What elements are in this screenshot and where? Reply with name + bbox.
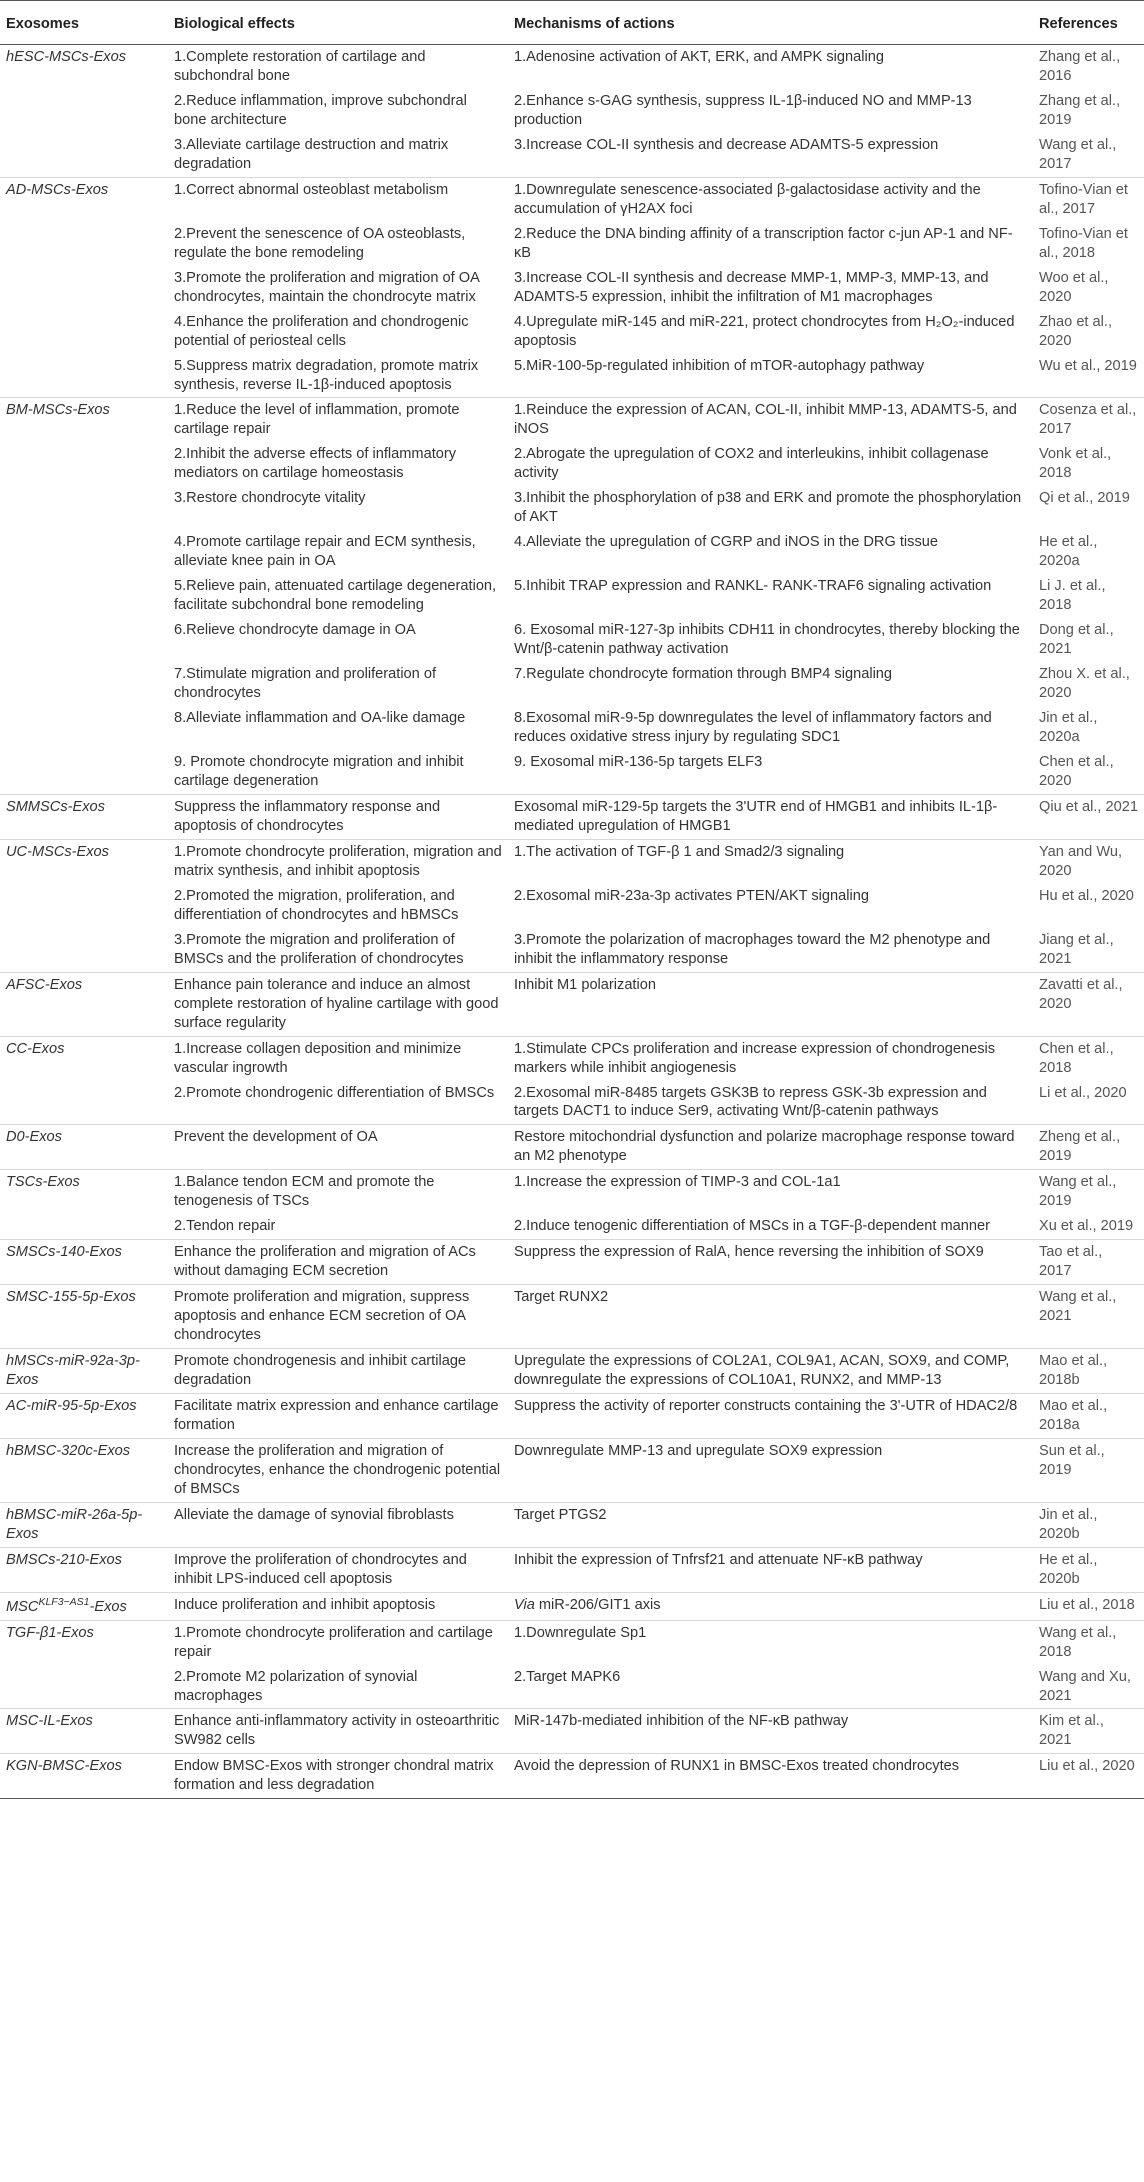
biological-effect-cell: Endow BMSC-Exos with stronger chondral matrix formation and less degradation — [168, 1754, 508, 1799]
reference-cell: Zavatti et al., 2020 — [1033, 972, 1144, 1036]
reference-cell: Jin et al., 2020a — [1039, 710, 1098, 745]
biological-effect-cell: 1.Complete restoration of cartilage and subchondral bone — [174, 48, 426, 84]
reference-cell: Qiu et al., 2021 — [1033, 794, 1144, 839]
mechanism-cell: Upregulate the expressions of COL2A1, COL9A1, ACAN, SOX9, and COMP, downregulate the expressions of COL10A1, RUNX2, and MMP-13 — [508, 1349, 1033, 1394]
mechanism-cell: Inhibit the expression of Tnfrsf21 and attenuate NF-κB pathway — [508, 1547, 1033, 1592]
biological-effect-cell: Suppress the inflammatory response and apoptosis of chondrocytes — [168, 794, 508, 839]
reference-cell: Woo et al., 2020 — [1039, 269, 1109, 305]
reference-cell: Wang et al., 2021 — [1033, 1285, 1144, 1349]
exosome-name-cell — [0, 1394, 168, 1439]
exosome-name: AC-miR-95-5p-Exos — [6, 1398, 137, 1415]
mechanism-cell: 2.Exosomal miR-8485 targets GSK3B to repress GSK-3b expression and targets DACT1 to induce Ser9, activating Wnt/β-catenin pathways — [514, 1084, 987, 1120]
mechanism-cell: 2.Enhance s-GAG synthesis, suppress IL-1β-induced NO and MMP-13 production — [514, 92, 972, 128]
reference-cell: Qi et al., 2019 — [1039, 490, 1130, 507]
table-row — [0, 1620, 1144, 1664]
mechanism-cell: 1.Reinduce the expression of ACAN, COL-II, inhibit MMP-13, ADAMTS-5, and iNOS — [508, 398, 1033, 442]
mechanism-cell: Target PTGS2 — [508, 1502, 1033, 1547]
table-row — [0, 310, 1144, 354]
reference-cell: Tofino-Vian et al., 2017 — [1033, 177, 1144, 221]
reference-cell: Zhang et al., 2019 — [1039, 92, 1121, 128]
biological-effect-cell: 8.Alleviate inflammation and OA-like damage — [174, 710, 466, 727]
biological-effect-cell: 2.Promoted the migration, proliferation, and differentiation of chondrocytes and hBMSCs — [174, 887, 459, 923]
mechanism-cell: 9. Exosomal miR-136-5p targets ELF3 — [514, 753, 763, 770]
table-row — [0, 1170, 1144, 1214]
biological-effect-cell: 1.Increase collagen deposition and minimize vascular ingrowth — [168, 1036, 508, 1080]
exosome-name-cell — [0, 1547, 168, 1592]
mechanism-cell: 1.Adenosine activation of AKT, ERK, and AMPK signaling — [514, 48, 884, 65]
biological-effect-cell: 3.Promote the migration and proliferation of BMSCs and the proliferation of chondrocytes — [174, 931, 464, 967]
reference-cell: Cosenza et al., 2017 — [1033, 398, 1144, 442]
mechanism-cell: 1.Stimulate CPCs proliferation and increase expression of chondrogenesis markers while inhibit angiogenesis — [508, 1036, 1033, 1080]
exosome-name-cell — [0, 222, 168, 266]
biological-effect-cell: Promote chondrogenesis and inhibit cartilage degradation — [168, 1349, 508, 1394]
table-row — [0, 1547, 1144, 1592]
exosome-name-cell — [0, 1240, 168, 1285]
table-row — [0, 884, 1144, 928]
reference-cell: Wang and Xu, 2021 — [1039, 1668, 1131, 1704]
biological-effect-cell: 1.Balance tendon ECM and promote the tenogenesis of TSCs — [168, 1170, 508, 1214]
header-exosomes: Exosomes — [0, 1, 168, 45]
exosome-name: MSC — [6, 1598, 39, 1615]
exosome-name-cell — [0, 1754, 168, 1799]
reference-cell: Kim et al., 2021 — [1033, 1709, 1144, 1754]
table-row — [0, 839, 1144, 883]
exosome-name: AFSC-Exos — [6, 976, 83, 993]
exosome-name-cell — [0, 618, 168, 662]
exosome-name: BMSCs-210-Exos — [6, 1551, 122, 1568]
biological-effect-cell: 4.Enhance the proliferation and chondrogenic potential of periosteal cells — [174, 313, 469, 349]
biological-effect-cell: Improve the proliferation of chondrocytes and inhibit LPS-induced cell apoptosis — [168, 1547, 508, 1592]
exosome-name-cell — [0, 1125, 168, 1170]
biological-effect-cell: 2.Promote chondrogenic differentiation of BMSCs — [174, 1084, 495, 1101]
reference-cell: Wu et al., 2019 — [1039, 357, 1137, 374]
table-row — [0, 750, 1144, 794]
reference-cell: Hu et al., 2020 — [1039, 887, 1134, 904]
exosome-name-cell — [0, 1439, 168, 1503]
exosome-name-suffix: -Exos — [89, 1598, 127, 1615]
biological-effect-cell: 4.Promote cartilage repair and ECM synthesis, alleviate knee pain in OA — [174, 534, 476, 570]
biological-effect-cell: 2.Promote M2 polarization of synovial macrophages — [174, 1668, 418, 1704]
biological-effect-cell: 1.Promote chondrocyte proliferation and cartilage repair — [168, 1620, 508, 1664]
reference-cell: Tofino-Vian et al., 2018 — [1039, 225, 1128, 261]
mechanism-cell: Exosomal miR-129-5p targets the 3'UTR end of HMGB1 and inhibits IL-1β-mediated upregulation of HMGB1 — [508, 794, 1033, 839]
mechanism-cell: 1.The activation of TGF-β 1 and Smad2/3 signaling — [508, 839, 1033, 883]
biological-effect-cell: 7.Stimulate migration and proliferation of chondrocytes — [174, 666, 437, 702]
exosome-name: D0-Exos — [6, 1129, 62, 1146]
header-biological-effects: Biological effects — [168, 1, 508, 45]
table-row — [0, 1709, 1144, 1754]
table-row — [0, 133, 1144, 177]
reference-cell: Jin et al., 2020b — [1033, 1502, 1144, 1547]
exosome-name-cell — [0, 928, 168, 972]
exosome-name-cell — [0, 1709, 168, 1754]
biological-effect-cell: Increase the proliferation and migration of chondrocytes, enhance the chondrogenic potential of BMSCs — [168, 1439, 508, 1503]
exosome-name-cell — [0, 750, 168, 794]
mechanism-cell: 4.Upregulate miR-145 and miR-221, protect chondrocytes from H₂O₂-induced apoptosis — [514, 313, 1015, 349]
mechanism-cell: 2.Induce tenogenic differentiation of MSCs in a TGF-β-dependent manner — [514, 1218, 990, 1235]
table-row — [0, 662, 1144, 706]
mechanism-cell: 2.Abrogate the upregulation of COX2 and interleukins, inhibit collagenase activity — [514, 446, 989, 482]
mechanism-cell: 1.Downregulate senescence-associated β-galactosidase activity and the accumulation of γH2AX foci — [508, 177, 1033, 221]
reference-cell: Zhang et al., 2016 — [1039, 48, 1121, 84]
biological-effect-cell: 1.Correct abnormal osteoblast metabolism — [168, 177, 508, 221]
exosome-name-cell — [0, 1349, 168, 1394]
header-references: References — [1033, 1, 1144, 45]
reference-cell: Liu et al., 2020 — [1033, 1754, 1144, 1799]
reference-cell: Wang et al., 2017 — [1039, 136, 1117, 172]
biological-effect-cell: 1.Promote chondrocyte proliferation, migration and matrix synthesis, and inhibit apoptosis — [168, 839, 508, 883]
table-row — [0, 1592, 1144, 1620]
exosome-name-cell — [0, 442, 168, 486]
exosome-name: UC-MSCs-Exos — [6, 843, 109, 860]
mechanism-cell: 6. Exosomal miR-127-3p inhibits CDH11 in chondrocytes, thereby blocking the Wnt/β-catenin pathway activation — [514, 622, 1020, 658]
biological-effect-cell: 2.Inhibit the adverse effects of inflammatory mediators on cartilage homeostasis — [174, 446, 457, 482]
reference-cell: Zheng et al., 2019 — [1033, 1125, 1144, 1170]
exosome-name-cell — [0, 530, 168, 574]
exosome-name-cell — [0, 1036, 168, 1080]
header-mechanisms: Mechanisms of actions — [508, 1, 1033, 45]
biological-effect-cell: 6.Relieve chondrocyte damage in OA — [174, 622, 416, 639]
exosome-name-cell — [0, 89, 168, 133]
exosome-name-cell — [0, 398, 168, 442]
mechanism-cell: 2.Reduce the DNA binding affinity of a transcription factor c-jun AP-1 and NF-κB — [514, 225, 1013, 261]
exosome-name: hBMSC-miR-26a-5p-Exos — [6, 1506, 143, 1542]
table-row — [0, 266, 1144, 310]
mechanism-cell: 8.Exosomal miR-9-5p downregulates the level of inflammatory factors and reduces oxidative stress injury by regulating SDC1 — [514, 710, 992, 745]
exosome-name-cell — [0, 1592, 168, 1620]
table-row — [0, 530, 1144, 574]
table-row — [0, 1125, 1144, 1170]
mechanism-cell: 3.Increase COL-II synthesis and decrease ADAMTS-5 expression — [514, 136, 939, 153]
exosome-name-cell — [0, 662, 168, 706]
table-row — [0, 1036, 1144, 1080]
table-row — [0, 972, 1144, 1036]
exosome-name: hESC-MSCs-Exos — [6, 48, 127, 65]
biological-effect-cell: 3.Promote the proliferation and migration of OA chondrocytes, maintain the chondrocyte matrix — [174, 269, 480, 305]
table-row — [0, 1665, 1144, 1709]
reference-cell: Vonk et al., 2018 — [1039, 446, 1112, 482]
biological-effect-cell: 5.Suppress matrix degradation, promote matrix synthesis, reverse IL-1β-induced apoptosis — [174, 357, 479, 393]
biological-effect-cell: Enhance anti-inflammatory activity in osteoarthritic SW982 cells — [168, 1709, 508, 1754]
biological-effect-cell: 3.Alleviate cartilage destruction and matrix degradation — [174, 136, 449, 172]
mechanism-cell: Downregulate MMP-13 and upregulate SOX9 expression — [508, 1439, 1033, 1503]
mechanism-cell: Inhibit M1 polarization — [508, 972, 1033, 1036]
reference-cell: Mao et al., 2018b — [1033, 1349, 1144, 1394]
biological-effect-cell: Promote proliferation and migration, suppress apoptosis and enhance ECM secretion of OA chondrocytes — [168, 1285, 508, 1349]
mechanism-cell: Target RUNX2 — [508, 1285, 1033, 1349]
exosome-name-cell — [0, 884, 168, 928]
reference-cell: Wang et al., 2018 — [1033, 1620, 1144, 1664]
reference-cell: Xu et al., 2019 — [1039, 1218, 1134, 1235]
biological-effect-cell: 9. Promote chondrocyte migration and inhibit cartilage degeneration — [174, 753, 464, 789]
biological-effect-cell: Induce proliferation and inhibit apoptosis — [168, 1592, 508, 1620]
biological-effect-cell: Enhance the proliferation and migration of ACs without damaging ECM secretion — [168, 1240, 508, 1285]
table-row — [0, 1349, 1144, 1394]
reference-cell: Jiang et al., 2021 — [1039, 931, 1114, 967]
mechanism-cell: 3.Increase COL-II synthesis and decrease MMP-1, MMP-3, MMP-13, and ADAMTS-5 expression, inhibit the infiltration of M1 macrophages — [514, 269, 989, 305]
biological-effect-cell: 2.Prevent the senescence of OA osteoblasts, regulate the bone remodeling — [174, 225, 466, 261]
exosome-name: TGF-β1-Exos — [6, 1624, 94, 1641]
table-row — [0, 1502, 1144, 1547]
reference-cell: Mao et al., 2018a — [1033, 1394, 1144, 1439]
biological-effect-cell: Prevent the development of OA — [168, 1125, 508, 1170]
table-row — [0, 1214, 1144, 1239]
reference-cell: Chen et al., 2020 — [1039, 753, 1114, 789]
table-row — [0, 794, 1144, 839]
exosome-name-cell — [0, 486, 168, 530]
exosome-name: SMSC-155-5p-Exos — [6, 1289, 136, 1306]
exosome-name-cell — [0, 133, 168, 177]
mechanism-cell: 5.Inhibit TRAP expression and RANKL- RANK-TRAF6 signaling activation — [514, 578, 992, 595]
table-row — [0, 706, 1144, 750]
mechanism-cell: 3.Inhibit the phosphorylation of p38 and ERK and promote the phosphorylation of AKT — [514, 490, 1022, 526]
table-row — [0, 177, 1144, 221]
table-row — [0, 1285, 1144, 1349]
table-row — [0, 222, 1144, 266]
reference-cell: Chen et al., 2018 — [1033, 1036, 1144, 1080]
mechanism-cell: 5.MiR-100-5p-regulated inhibition of mTOR-autophagy pathway — [514, 357, 925, 374]
mechanism-italic: Via — [514, 1596, 535, 1613]
exosome-name-cell — [0, 972, 168, 1036]
table-row — [0, 442, 1144, 486]
table-row — [0, 1439, 1144, 1503]
exosome-name: SMMSCs-Exos — [6, 798, 105, 815]
mechanism-cell: MiR-147b-mediated inhibition of the NF-κB pathway — [508, 1709, 1033, 1754]
biological-effect-cell: 1.Reduce the level of inflammation, promote cartilage repair — [168, 398, 508, 442]
reference-cell: Li J. et al., 2018 — [1039, 578, 1106, 614]
table-row — [0, 486, 1144, 530]
table-body — [0, 44, 1144, 1798]
exosome-name-cell — [0, 794, 168, 839]
mechanism-cell: Restore mitochondrial dysfunction and polarize macrophage response toward an M2 phenotype — [508, 1125, 1033, 1170]
mechanism-cell: 3.Promote the polarization of macrophages toward the M2 phenotype and inhibit the inflammatory response — [514, 931, 991, 967]
exosome-name: CC-Exos — [6, 1040, 65, 1057]
exosome-name: TSCs-Exos — [6, 1174, 80, 1191]
table-row — [0, 618, 1144, 662]
exosome-name-cell — [0, 839, 168, 883]
exosome-name-cell — [0, 574, 168, 618]
mechanism-text: miR-206/GIT1 axis — [534, 1596, 661, 1613]
exosome-name: MSC-IL-Exos — [6, 1713, 93, 1730]
table-row — [0, 354, 1144, 398]
biological-effect-cell: 5.Relieve pain, attenuated cartilage degeneration, facilitate subchondral bone remodeling — [174, 578, 497, 614]
exosome-name-cell — [0, 266, 168, 310]
reference-cell: He et al., 2020a — [1039, 534, 1098, 570]
reference-cell: Sun et al., 2019 — [1033, 1439, 1144, 1503]
table-row — [0, 44, 1144, 88]
table-row — [0, 1240, 1144, 1285]
biological-effect-cell: Facilitate matrix expression and enhance cartilage formation — [168, 1394, 508, 1439]
exosome-name-cell — [0, 706, 168, 750]
table-row — [0, 398, 1144, 442]
mechanism-cell: 2.Exosomal miR-23a-3p activates PTEN/AKT signaling — [514, 887, 869, 904]
reference-cell: Liu et al., 2018 — [1033, 1592, 1144, 1620]
exosome-name-cell — [0, 1502, 168, 1547]
exosome-name-cell — [0, 1081, 168, 1125]
exosome-name: KGN-BMSC-Exos — [6, 1758, 122, 1775]
exosome-name-cell — [0, 1214, 168, 1239]
exosome-name: hMSCs-miR-92a-3p-Exos — [6, 1353, 140, 1389]
biological-effect-cell: 3.Restore chondrocyte vitality — [174, 490, 366, 507]
biological-effect-cell: Alleviate the damage of synovial fibroblasts — [168, 1502, 508, 1547]
reference-cell: He et al., 2020b — [1033, 1547, 1144, 1592]
exosome-name-cell — [0, 1665, 168, 1709]
mechanism-cell: 2.Target MAPK6 — [514, 1668, 621, 1685]
mechanism-cell: Suppress the expression of RalA, hence reversing the inhibition of SOX9 — [508, 1240, 1033, 1285]
reference-cell: Yan and Wu, 2020 — [1033, 839, 1144, 883]
exosome-name-cell — [0, 44, 168, 88]
mechanism-cell: 7.Regulate chondrocyte formation through BMP4 signaling — [514, 666, 893, 683]
biological-effect-cell: Enhance pain tolerance and induce an almost complete restoration of hyaline cartilage with good surface regularity — [168, 972, 508, 1036]
mechanism-cell: Avoid the depression of RUNX1 in BMSC-Exos treated chondrocytes — [508, 1754, 1033, 1799]
mechanism-cell — [508, 1592, 1033, 1620]
reference-cell: Tao et al., 2017 — [1033, 1240, 1144, 1285]
exosome-name: AD-MSCs-Exos — [6, 181, 109, 198]
exosome-name-cell — [0, 354, 168, 398]
exosome-name: SMSCs-140-Exos — [6, 1244, 122, 1261]
exosome-name: hBMSC-320c-Exos — [6, 1443, 131, 1459]
table-row — [0, 928, 1144, 972]
table-row — [0, 1754, 1144, 1799]
table-row — [0, 1081, 1144, 1125]
reference-cell: Li et al., 2020 — [1039, 1084, 1127, 1101]
mechanism-cell: 4.Alleviate the upregulation of CGRP and iNOS in the DRG tissue — [514, 534, 938, 551]
exosome-name-cell — [0, 177, 168, 221]
biological-effect-cell: 2.Reduce inflammation, improve subchondral bone architecture — [174, 92, 467, 128]
exosome-name-cell — [0, 310, 168, 354]
mechanism-cell: Suppress the activity of reporter constructs containing the 3'-UTR of HDAC2/8 — [508, 1394, 1033, 1439]
reference-cell: Zhou X. et al., 2020 — [1039, 666, 1130, 702]
table-header — [0, 1, 1144, 45]
exosome-name-cell — [0, 1285, 168, 1349]
table-row — [0, 89, 1144, 133]
mechanism-cell: 1.Increase the expression of TIMP-3 and COL-1a1 — [508, 1170, 1033, 1214]
mechanism-cell: 1.Downregulate Sp1 — [508, 1620, 1033, 1664]
reference-cell: Zhao et al., 2020 — [1039, 313, 1113, 349]
exosome-name-cell — [0, 1620, 168, 1664]
reference-cell: Dong et al., 2021 — [1039, 622, 1114, 658]
table-row — [0, 1394, 1144, 1439]
reference-cell: Wang et al., 2019 — [1033, 1170, 1144, 1214]
table-row — [0, 574, 1144, 618]
exosome-name-superscript: KLF3−AS1 — [38, 1595, 90, 1608]
exosome-name: BM-MSCs-Exos — [6, 402, 110, 419]
exosome-name-cell — [0, 1170, 168, 1214]
biological-effect-cell: 2.Tendon repair — [174, 1218, 276, 1235]
